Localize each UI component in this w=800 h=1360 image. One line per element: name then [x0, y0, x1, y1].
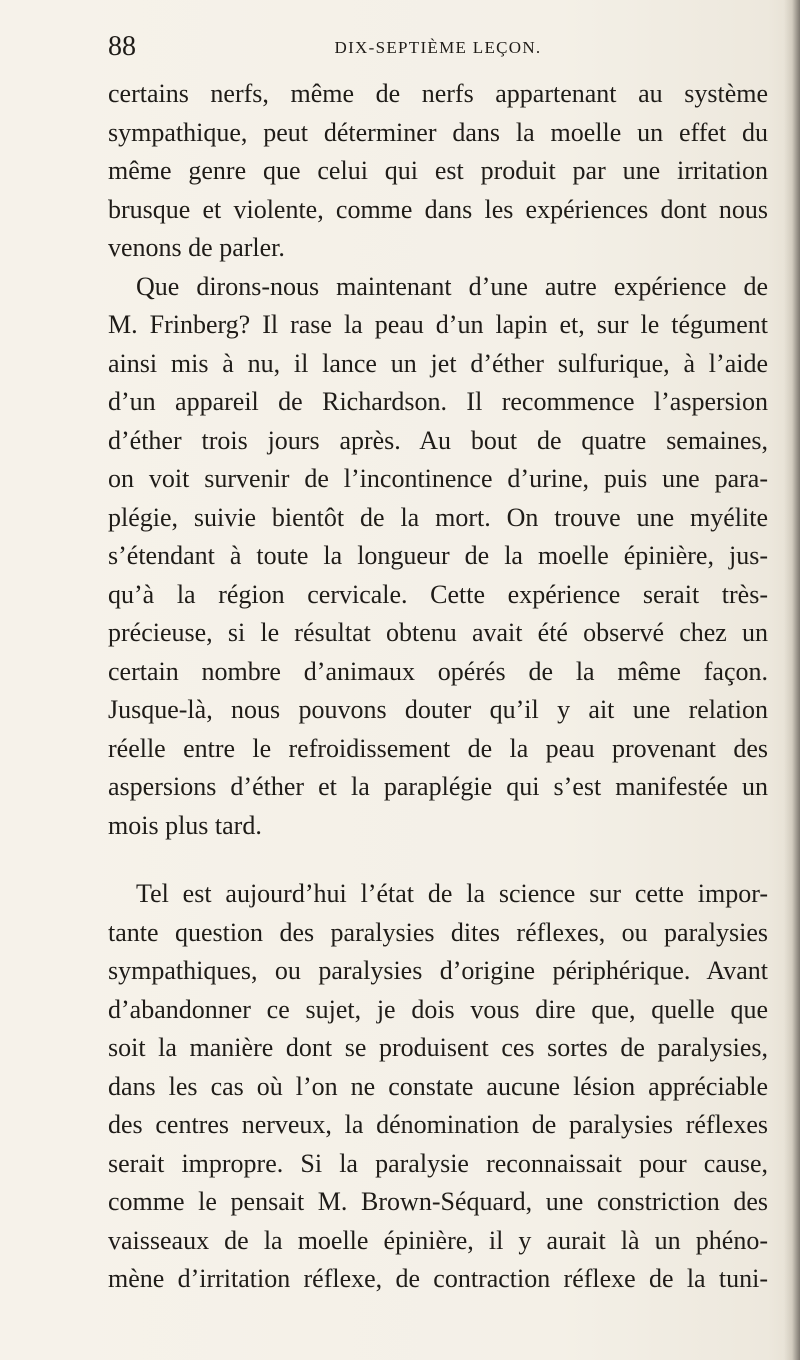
text-line: aspersions d’éther et la paraplégie qui s’est manifestée un — [108, 772, 768, 801]
text-line: précieuse, si le résultat obtenu avait été observé chez un — [108, 618, 768, 647]
text-line: s’étendant à toute la longueur de la moelle épinière, jus- — [108, 541, 768, 570]
text-line: des centres nerveux, la dénomination de paralysies réflexes — [108, 1110, 768, 1139]
text-line: venons de parler. — [108, 233, 285, 262]
paragraph-1 — [108, 75, 768, 268]
text-line: d’un appareil de Richardson. Il recommence l’aspersion — [108, 387, 768, 416]
text-line: serait impropre. Si la paralysie reconnaissait pour cause, — [108, 1148, 768, 1178]
paragraph-3 — [108, 875, 768, 1299]
text-line: on voit survenir de l’incontinence d’urine, puis une para- — [108, 464, 768, 493]
text-line: sympathique, peut déterminer dans la moelle un effet du — [108, 117, 768, 147]
page-edge-shadow — [784, 0, 800, 1360]
text-line: comme le pensait M. Brown-Séquard, une constriction des — [108, 1187, 768, 1216]
text-line: sympathiques, ou paralysies d’origine périphérique. Avant — [108, 956, 768, 985]
text-line: Tel est aujourd’hui l’état de la science sur cette impor- — [136, 879, 768, 908]
page-number: 88 — [108, 31, 136, 62]
text-line: qu’à la région cervicale. Cette expérience serait très- — [108, 579, 768, 609]
text-line: mène d’irritation réflexe, de contraction réflexe de la tuni- — [108, 1264, 768, 1293]
text-line: plégie, suivie bientôt de la mort. On trouve une myélite — [108, 502, 768, 532]
text-line: ainsi mis à nu, il lance un jet d’éther sulfurique, à l’aide — [108, 348, 768, 378]
text-line: d’éther trois jours après. Au bout de quatre semaines, — [108, 425, 768, 455]
text-line: M. Frinberg? Il rase la peau d’un lapin et, sur le tégument — [108, 310, 768, 339]
text-line: Que dirons-nous maintenant d’une autre expérience de — [136, 271, 768, 301]
text-line: Jusque-là, nous pouvons douter qu’il y ait une relation — [108, 695, 768, 724]
text-line: même genre que celui qui est produit par une irritation — [108, 156, 768, 185]
text-line: certain nombre d’animaux opérés de la même façon. — [108, 656, 768, 686]
text-line: dans les cas où l’on ne constate aucune lésion appréciable — [108, 1071, 768, 1101]
text-line: brusque et violente, comme dans les expériences dont nous — [108, 194, 768, 224]
text-line: d’abandonner ce sujet, je dois vous dire que, quelle que — [108, 994, 768, 1024]
text-line: vaisseaux de la moelle épinière, il y aurait là un phéno- — [108, 1225, 768, 1255]
text-line: réelle entre le refroidissement de la peau provenant des — [108, 733, 768, 763]
text-line: soit la manière dont se produisent ces sortes de paralysies, — [108, 1033, 768, 1062]
paragraph-2 — [108, 268, 768, 846]
text-line: mois plus tard. — [108, 810, 262, 840]
text-line: certains nerfs, même de nerfs appartenant au système — [108, 79, 768, 108]
running-title: DIX-SEPTIÈME LEÇON. — [334, 38, 542, 57]
page-header — [108, 32, 768, 62]
body-text — [108, 75, 768, 1299]
text-line: tante question des paralysies dites réflexes, ou paralysies — [108, 917, 768, 947]
paragraph-gap — [108, 845, 768, 875]
